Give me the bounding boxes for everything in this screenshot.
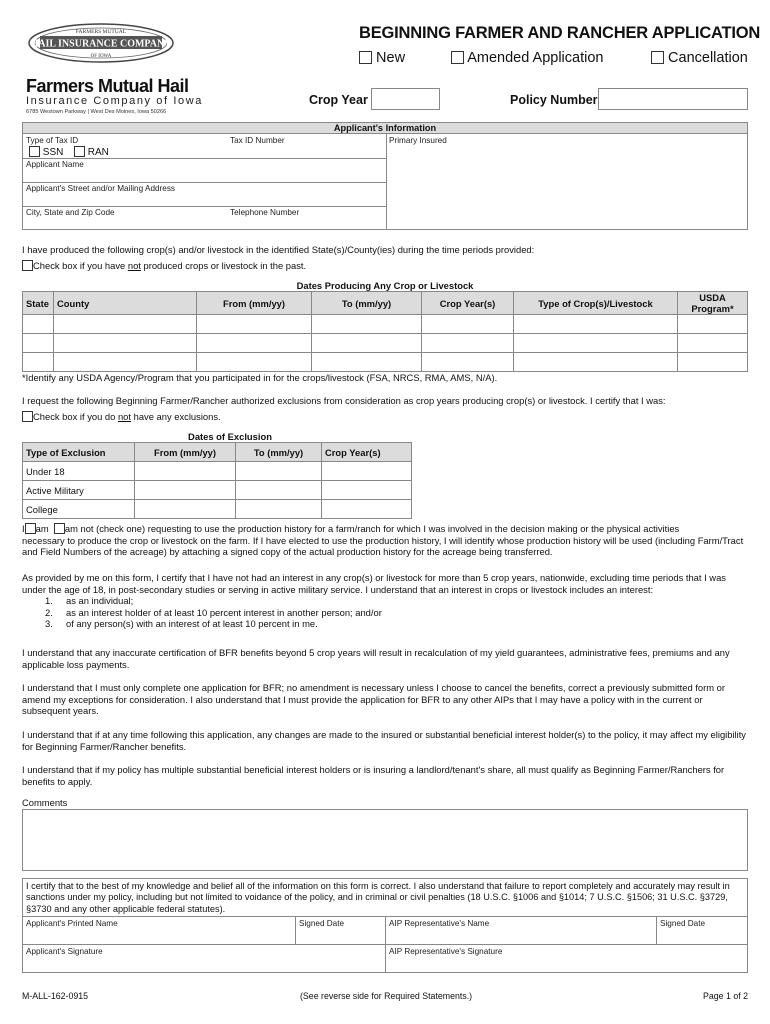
usda-footnote: *Identify any USDA Agency/Program that you participated in for the crops/livestock (FSA, NRCS, RMA, AMS, N/A). [22, 372, 498, 383]
understanding-paragraphs [22, 647, 750, 799]
company-address: 6785 Westown Parkway | West Des Moines, Iowa 50266 [26, 109, 167, 115]
aip-rep-signature-field[interactable]: AIP Representative's Signature [389, 947, 503, 956]
col-exc-to: To (mm/yy) [236, 443, 322, 462]
new-checkbox[interactable] [359, 51, 372, 64]
ran-checkbox[interactable] [74, 146, 85, 157]
exclusions-table [22, 442, 412, 519]
printed-name-field[interactable]: Applicant's Printed Name [26, 919, 118, 928]
certify-item-text: as an interest holder of at least 10 percent interest in another person; and/or [66, 606, 382, 618]
option-amended-label: Amended Application [467, 50, 604, 66]
applicant-info-grid [22, 134, 748, 230]
applicant-name-label: Applicant Name [26, 160, 84, 169]
paragraph-recalculation: I understand that any inaccurate certification of BFR benefits beyond 5 crop years will result in recalculation of my yield guarantees, administrative fees, premiums and any applicable loss payments. [22, 647, 730, 670]
telephone-label: Telephone Number [230, 208, 300, 217]
certify-item-num: 3. [45, 618, 53, 630]
no-exclusions-text-not: not [117, 411, 131, 422]
tax-id-number-label: Tax ID Number [230, 136, 285, 145]
policy-number-label: Policy Number [510, 93, 598, 107]
certify-item [45, 595, 750, 607]
col-county: County [54, 292, 197, 315]
certify-item [45, 618, 750, 630]
crops-table [22, 291, 748, 372]
no-crops-option[interactable] [22, 260, 306, 272]
crop-year-label: Crop Year [309, 93, 368, 107]
exclusion-type-military: Active Military [23, 481, 135, 500]
cancellation-checkbox[interactable] [651, 51, 664, 64]
am-not-label: am not (check one) requesting to use the production history for a farm/ranch for which I was involved in the decision making or the physical activities [64, 523, 680, 534]
exclusion-type-under-18: Under 18 [23, 462, 135, 481]
paragraph-multiple-sbi: I understand that if my policy has multiple substantial beneficial interest holders or is insuring a landlord/tenant's share, all must qualify as Beginning Farmer/Ranchers for benefits to apply. [22, 764, 725, 787]
svg-text:OF IOWA: OF IOWA [90, 54, 112, 59]
col-crop-type: Type of Crop(s)/Livestock [514, 292, 678, 315]
no-crops-text-pre: Check box if you have [33, 260, 128, 271]
no-crops-text-post: produced crops or livestock in the past. [140, 260, 307, 271]
certify-item-num: 2. [45, 606, 53, 618]
am-label: am [35, 523, 49, 534]
paragraph-changes: I understand that if at any time following this application, any changes are made to the insured or substantial beneficial interest holder(s) to the policy, it may affect my eligibility for Beginning Farmer/Rancher benefits. [22, 728, 746, 752]
no-exclusions-text-pre: Check box if you do [33, 411, 118, 422]
hail-seal-logo [26, 22, 176, 64]
aip-signed-date-field[interactable]: Signed Date [660, 919, 706, 928]
policy-number-field[interactable] [598, 88, 748, 110]
signature-block [22, 878, 748, 973]
option-cancellation-label: Cancellation [668, 50, 748, 66]
ssn-option[interactable] [29, 146, 63, 158]
certify-intro: As provided by me on this form, I certify that I have not had an interest in any crop(s) or livestock for more than 5 crop years, nationwide, excluding time periods that I was under the age of 18, in post-secondary studies or serving in active military service. I understand that an interest in crops or livestock includes an interest: [22, 572, 726, 595]
am-i: I [22, 523, 25, 534]
applicant-info-header [22, 122, 748, 134]
exclusion-type-college: College [23, 500, 135, 519]
crop-year-field[interactable] [371, 88, 440, 110]
certify-item-num: 1. [45, 595, 53, 607]
no-exclusions-option[interactable] [22, 411, 221, 423]
primary-insured-label: Primary Insured [389, 136, 447, 145]
comments-field[interactable] [22, 809, 748, 871]
crops-intro: I have produced the following crop(s) and/or livestock in the identified State(s)/County(ies) during the time periods provided: [22, 244, 535, 255]
am-checkbox[interactable] [25, 523, 36, 534]
no-crops-text-not: not [127, 260, 141, 271]
crops-row[interactable] [23, 334, 748, 353]
col-exc-crop-years: Crop Year(s) [322, 443, 412, 462]
exclusions-group-header: Dates of Exclusion [188, 431, 272, 442]
amended-checkbox[interactable] [451, 51, 464, 64]
certification-statement: I certify that to the best of my knowledge and belief all of the information on this form is correct. I also understand that failure to report completely and accurately may result in sanctions under my policy, including but not limited to voidance of the policy, and in criminal or civil penalties (18 U.S.C. §1006 and §1014; 7 U.S.C. §1506; 31 U.S.C. §3729, §3730 and any other applicable federal statutes). [26, 881, 730, 914]
ssn-label: SSN [42, 147, 64, 158]
form-title: BEGINNING FARMER AND RANCHER APPLICATION [359, 24, 761, 42]
applicant-info-title: Applicant's Information [333, 123, 437, 133]
mailing-address-label: Applicant's Street and/or Mailing Address [26, 184, 176, 193]
paragraph-one-application: I understand that I must only complete one application for BFR; no amendment is necessary unless I choose to cancel the benefits, correct a previously submitted form or amend my exceptions for consideration. I also understand that I must provide the application for BFR to any other AIPs that I may have a policy with in the current or subsequent years. [22, 682, 725, 717]
company-name: Farmers Mutual Hail [26, 76, 189, 96]
certify-item [45, 607, 750, 619]
exclusion-row[interactable] [23, 462, 412, 481]
col-exclusion-type: Type of Exclusion [23, 443, 135, 462]
exclusions-intro: I request the following Beginning Farmer/Rancher authorized exclusions from consideration as crop years producing crop(s) or livestock. I certify that I was: [22, 395, 666, 406]
signed-date-field[interactable]: Signed Date [299, 919, 345, 928]
exclusion-row[interactable] [23, 500, 412, 519]
no-crops-checkbox[interactable] [22, 260, 33, 271]
svg-text:FARMERS MUTUAL: FARMERS MUTUAL [75, 29, 127, 35]
option-cancellation[interactable] [651, 50, 748, 66]
svg-text:HAIL INSURANCE COMPANY: HAIL INSURANCE COMPANY [30, 38, 172, 50]
no-exclusions-checkbox[interactable] [22, 411, 33, 422]
option-new[interactable] [359, 50, 405, 66]
reverse-side-note: (See reverse side for Required Statements.) [300, 991, 473, 1001]
col-usda-program: USDA Program* [678, 292, 748, 315]
crops-header-row [23, 292, 748, 315]
comments-label: Comments [22, 797, 68, 808]
option-new-label: New [376, 50, 406, 66]
col-crop-years: Crop Year(s) [422, 292, 514, 315]
crops-row[interactable] [23, 315, 748, 334]
col-state: State [23, 292, 54, 315]
am-statement [22, 523, 748, 558]
am-not-checkbox[interactable] [54, 523, 65, 534]
crops-group-header: Dates Producing Any Crop or Livestock [296, 280, 474, 291]
ran-label: RAN [87, 147, 109, 158]
company-logo [22, 22, 222, 118]
certify-block [22, 572, 750, 630]
ssn-checkbox[interactable] [29, 146, 40, 157]
crops-row[interactable] [23, 353, 748, 372]
city-state-zip-label: City, State and Zip Code [26, 208, 115, 217]
ran-option[interactable] [74, 146, 109, 158]
exclusions-header-row [23, 443, 412, 462]
certify-item-text: of any person(s) with an interest of at least 10 percent in me. [66, 618, 318, 630]
exclusion-row[interactable] [23, 481, 412, 500]
no-exclusions-text-post: have any exclusions. [131, 411, 221, 422]
am-statement-cont: necessary to produce the crop or livestock on the farm. If I have elected to use the production history, I will identify whose production history will be used (including Farm/Tract and Field Numbers of the acreage) by attaching a signed copy of the actual production history for the acreage being transferred. [22, 534, 744, 558]
aip-rep-name-field[interactable]: AIP Representative's Name [389, 919, 490, 928]
page-number: Page 1 of 2 [703, 991, 748, 1001]
company-tagline: Insurance Company of Iowa [26, 95, 203, 107]
col-exc-from: From (mm/yy) [135, 443, 236, 462]
col-to: To (mm/yy) [312, 292, 422, 315]
tax-id-type-label: Type of Tax ID [26, 136, 79, 145]
certify-item-text: as an individual; [66, 595, 134, 607]
applicant-signature-field[interactable]: Applicant's Signature [26, 947, 103, 956]
form-id: M-ALL-162-0915 [22, 991, 89, 1001]
option-amended[interactable] [451, 50, 603, 66]
col-from: From (mm/yy) [197, 292, 312, 315]
